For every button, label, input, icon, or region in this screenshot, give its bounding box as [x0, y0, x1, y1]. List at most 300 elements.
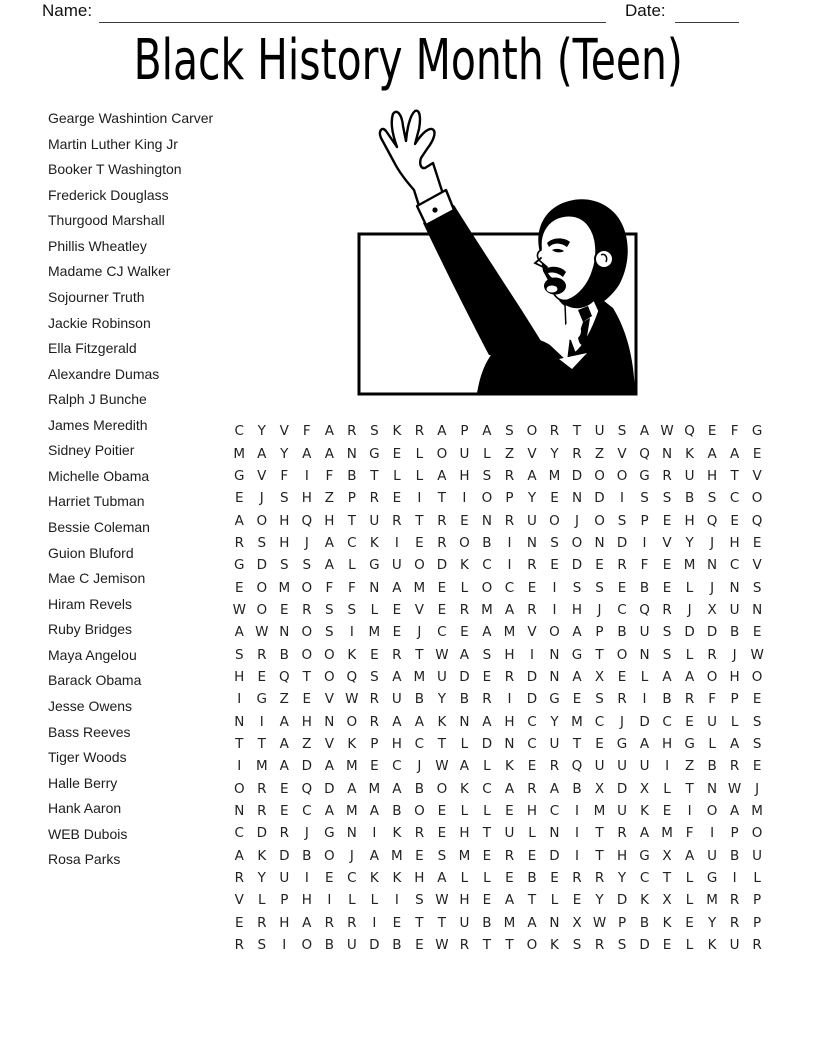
- grid-letter: S: [662, 624, 672, 641]
- grid-letter: S: [752, 579, 762, 596]
- grid-letter: D: [706, 624, 718, 641]
- grid-letter: R: [392, 512, 402, 529]
- grid-letter: B: [414, 780, 425, 797]
- grid-letter: T: [437, 490, 447, 507]
- grid-letter: R: [527, 780, 537, 797]
- grid-letter: S: [640, 490, 649, 507]
- grid-letter: A: [234, 847, 244, 864]
- grid-letter: U: [279, 870, 290, 887]
- grid-letter: W: [435, 646, 449, 663]
- grid-letter: E: [325, 870, 334, 887]
- grid-letter: I: [304, 870, 309, 887]
- grid-letter: C: [617, 601, 627, 618]
- grid-letter: A: [414, 713, 424, 730]
- grid-letter: E: [662, 937, 672, 954]
- grid-letter: L: [663, 780, 671, 797]
- grid-letter: R: [527, 601, 537, 618]
- grid-letter: I: [575, 803, 579, 820]
- grid-letter: O: [526, 423, 538, 440]
- grid-letter: O: [481, 490, 493, 507]
- grid-letter: R: [459, 601, 470, 618]
- grid-letter: E: [415, 534, 424, 551]
- grid-letter: A: [572, 624, 582, 641]
- grid-letter: T: [437, 914, 447, 931]
- grid-letter: O: [526, 937, 538, 954]
- grid-letter: D: [549, 847, 560, 864]
- grid-letter: E: [662, 579, 672, 596]
- word-list-item: Martin Luther King Jr: [48, 135, 178, 152]
- grid-letter: X: [594, 668, 605, 685]
- word-list-item: Maya Angelou: [48, 646, 137, 663]
- grid-letter: S: [482, 467, 492, 484]
- grid-letter: E: [527, 758, 537, 775]
- grid-letter: R: [707, 646, 717, 663]
- grid-letter: I: [642, 691, 647, 708]
- grid-letter: A: [279, 735, 289, 752]
- grid-letter: V: [617, 445, 627, 462]
- grid-letter: R: [729, 758, 740, 775]
- grid-letter: H: [459, 892, 470, 909]
- grid-letter: N: [549, 914, 560, 931]
- grid-letter: O: [706, 803, 718, 820]
- grid-letter: Q: [301, 512, 313, 529]
- word-list-item: Harriet Tubman: [48, 493, 145, 510]
- date-label: Date:: [625, 1, 666, 20]
- open-mouth: [544, 278, 566, 295]
- grid-letter: H: [707, 467, 718, 484]
- grid-letter: R: [257, 914, 267, 931]
- grid-letter: E: [730, 512, 739, 529]
- grid-letter: Z: [302, 735, 312, 752]
- word-list-item: Alexandre Dumas: [48, 365, 160, 382]
- grid-letter: D: [481, 735, 493, 752]
- grid-letter: V: [527, 624, 537, 641]
- grid-letter: R: [504, 668, 515, 685]
- grid-letter: G: [256, 691, 267, 708]
- grid-letter: M: [503, 914, 516, 931]
- grid-letter: B: [324, 937, 334, 954]
- date-blank-line: [675, 0, 739, 23]
- grid-letter: A: [729, 735, 740, 752]
- grid-letter: M: [278, 579, 291, 596]
- grid-letter: E: [527, 847, 537, 864]
- grid-letter: O: [594, 512, 605, 529]
- grid-letter: P: [730, 825, 739, 842]
- word-list-item: Booker T Washington: [48, 161, 182, 178]
- grid-letter: L: [730, 713, 739, 730]
- grid-letter: A: [482, 713, 492, 730]
- grid-letter: R: [257, 646, 267, 663]
- grid-letter: K: [369, 870, 379, 887]
- grid-letter: E: [482, 668, 492, 685]
- grid-letter: O: [751, 490, 763, 507]
- grid-letter: L: [393, 467, 401, 484]
- grid-letter: B: [459, 691, 470, 708]
- grid-letter: E: [302, 691, 312, 708]
- grid-letter: L: [348, 557, 356, 574]
- grid-letter: E: [572, 892, 582, 909]
- grid-letter: A: [324, 534, 334, 551]
- grid-letter: C: [347, 870, 357, 887]
- grid-letter: T: [347, 512, 356, 529]
- grid-letter: B: [639, 914, 650, 931]
- grid-letter: O: [751, 825, 763, 842]
- grid-letter: H: [526, 803, 538, 820]
- grid-letter: F: [708, 691, 716, 708]
- grid-letter: I: [417, 490, 422, 507]
- grid-letter: O: [594, 467, 605, 484]
- grid-letter: A: [392, 713, 402, 730]
- grid-letter: R: [617, 557, 627, 574]
- grid-letter: O: [549, 624, 560, 641]
- grid-letter: E: [752, 534, 762, 551]
- grid-letter: O: [414, 557, 425, 574]
- grid-letter: C: [482, 557, 492, 574]
- word-list-item: Frederick Douglass: [48, 186, 169, 203]
- grid-letter: M: [683, 557, 696, 574]
- grid-letter: F: [280, 467, 289, 484]
- grid-letter: R: [504, 847, 515, 864]
- grid-letter: F: [325, 579, 334, 596]
- grid-letter: U: [617, 803, 627, 820]
- grid-letter: O: [301, 646, 313, 663]
- grid-letter: C: [527, 713, 537, 730]
- grid-letter: D: [571, 467, 583, 484]
- grid-letter: B: [729, 847, 740, 864]
- grid-letter: T: [257, 735, 266, 752]
- grid-letter: S: [257, 937, 267, 954]
- grid-letter: R: [257, 803, 267, 820]
- grid-letter: C: [549, 803, 560, 820]
- grid-letter: B: [414, 691, 425, 708]
- grid-letter: A: [392, 668, 402, 685]
- grid-letter: R: [572, 445, 582, 462]
- grid-letter: O: [436, 445, 448, 462]
- grid-letter: V: [279, 423, 289, 440]
- tongue: [547, 286, 558, 293]
- grid-letter: T: [527, 892, 537, 909]
- grid-letter: A: [302, 914, 312, 931]
- grid-letter: V: [752, 557, 762, 574]
- grid-letter: I: [620, 490, 625, 507]
- grid-letter: W: [345, 691, 359, 708]
- grid-letter: O: [256, 512, 268, 529]
- grid-letter: U: [752, 847, 763, 864]
- grid-letter: D: [639, 937, 650, 954]
- grid-letter: X: [594, 780, 605, 797]
- grid-letter: I: [259, 713, 264, 730]
- grid-letter: B: [662, 691, 672, 708]
- grid-letter: N: [526, 534, 538, 551]
- grid-letter: P: [460, 423, 469, 440]
- grid-letter: R: [437, 512, 447, 529]
- word-list-item: Madame CJ Walker: [48, 263, 171, 280]
- grid-letter: L: [415, 445, 424, 462]
- grid-letter: S: [572, 937, 582, 954]
- grid-letter: A: [257, 445, 267, 462]
- grid-letter: E: [505, 870, 514, 887]
- grid-letter: J: [620, 713, 625, 730]
- grid-letter: S: [482, 646, 492, 663]
- grid-letter: O: [256, 579, 268, 596]
- grid-letter: I: [507, 534, 512, 551]
- grid-letter: F: [347, 579, 356, 596]
- grid-letter: C: [504, 579, 515, 596]
- grid-letter: C: [437, 624, 447, 641]
- grid-letter: S: [617, 423, 627, 440]
- grid-letter: A: [639, 825, 650, 842]
- grid-letter: T: [595, 646, 604, 663]
- grid-letter: M: [391, 847, 403, 864]
- grid-letter: L: [460, 735, 469, 752]
- grid-letter: R: [662, 467, 672, 484]
- grid-letter: V: [662, 534, 672, 551]
- grid-letter: E: [234, 490, 244, 507]
- grid-letter: U: [639, 758, 650, 775]
- grid-letter: V: [527, 445, 537, 462]
- grid-letter: T: [572, 423, 582, 440]
- grid-letter: C: [347, 534, 357, 551]
- grid-letter: E: [617, 668, 627, 685]
- grid-letter: B: [707, 758, 717, 775]
- grid-letter: E: [370, 758, 379, 775]
- grid-letter: S: [257, 534, 267, 551]
- page-title: [0, 28, 816, 93]
- grid-letter: L: [460, 579, 469, 596]
- grid-letter: D: [684, 624, 695, 641]
- grid-letter: D: [616, 780, 628, 797]
- grid-letter: O: [459, 534, 470, 551]
- grid-letter: R: [414, 825, 425, 842]
- grid-letter: B: [684, 490, 695, 507]
- grid-letter: S: [505, 423, 514, 440]
- grid-letter: T: [730, 467, 739, 484]
- grid-letter: I: [642, 534, 647, 551]
- grid-letter: T: [572, 735, 582, 752]
- grid-letter: N: [707, 780, 718, 797]
- grid-letter: A: [302, 445, 312, 462]
- grid-letter: A: [504, 780, 515, 797]
- grid-letter: K: [392, 423, 402, 440]
- grid-letter: M: [706, 892, 718, 909]
- grid-letter: R: [369, 713, 380, 730]
- grid-letter: G: [571, 646, 583, 663]
- grid-letter: A: [684, 847, 695, 864]
- grid-letter: T: [595, 847, 604, 864]
- grid-letter: G: [639, 467, 650, 484]
- grid-letter: X: [662, 892, 672, 909]
- grid-letter: S: [437, 847, 447, 864]
- grid-letter: H: [571, 601, 583, 618]
- grid-letter: M: [413, 668, 426, 685]
- grid-letter: K: [685, 445, 694, 462]
- grid-letter: M: [661, 825, 673, 842]
- grid-letter: E: [437, 579, 447, 596]
- grid-letter: E: [550, 870, 559, 887]
- grid-letter: O: [751, 668, 763, 685]
- grid-letter: D: [526, 668, 538, 685]
- grid-letter: R: [752, 937, 762, 954]
- grid-letter: A: [639, 423, 650, 440]
- grid-letter: Q: [639, 601, 650, 618]
- grid-letter: H: [729, 668, 740, 685]
- grid-letter: L: [370, 892, 379, 909]
- grid-letter: N: [234, 713, 245, 730]
- grid-letter: A: [527, 914, 537, 931]
- grid-letter: A: [437, 870, 447, 887]
- grid-letter: B: [482, 914, 492, 931]
- grid-letter: B: [729, 624, 740, 641]
- grid-letter: R: [549, 423, 560, 440]
- grid-letter: O: [346, 713, 358, 730]
- grid-letter: H: [279, 914, 290, 931]
- grid-letter: F: [302, 423, 311, 440]
- word-list-item: Michelle Obama: [48, 467, 150, 484]
- grid-letter: U: [459, 914, 470, 931]
- grid-letter: Y: [527, 490, 537, 507]
- grid-letter: N: [571, 490, 583, 507]
- grid-letter: K: [707, 937, 717, 954]
- grid-letter: W: [255, 624, 269, 641]
- grid-letter: R: [414, 423, 425, 440]
- grid-letter: J: [349, 847, 354, 864]
- grid-letter: Q: [346, 668, 358, 685]
- grid-letter: I: [462, 490, 467, 507]
- grid-letter: O: [256, 601, 268, 618]
- grid-letter: R: [302, 601, 312, 618]
- grid-letter: O: [301, 579, 313, 596]
- grid-letter: S: [617, 512, 627, 529]
- word-list-item: Thurgood Marshall: [48, 212, 165, 229]
- grid-letter: J: [304, 825, 309, 842]
- grid-letter: P: [370, 735, 379, 752]
- grid-letter: G: [234, 467, 245, 484]
- grid-letter: I: [732, 870, 737, 887]
- grid-letter: L: [708, 735, 716, 752]
- grid-letter: E: [617, 579, 627, 596]
- grid-letter: G: [549, 691, 560, 708]
- grid-letter: A: [437, 467, 447, 484]
- grid-letter: E: [392, 445, 402, 462]
- grid-letter: M: [368, 624, 381, 641]
- grid-letter: R: [549, 758, 560, 775]
- grid-letter: I: [552, 601, 557, 618]
- grid-letter: P: [753, 892, 762, 909]
- word-list-item: Ralph J Bunche: [48, 391, 147, 408]
- grid-letter: W: [232, 601, 246, 618]
- grid-letter: H: [301, 490, 312, 507]
- grid-letter: L: [685, 892, 694, 909]
- grid-letter: A: [234, 512, 244, 529]
- grid-letter: I: [575, 847, 579, 864]
- grid-letter: S: [302, 557, 312, 574]
- grid-letter: L: [640, 668, 649, 685]
- grid-letter: M: [458, 847, 471, 864]
- grid-letter: C: [414, 735, 425, 752]
- ear: [595, 250, 613, 268]
- grid-letter: E: [392, 490, 402, 507]
- grid-letter: G: [616, 735, 628, 752]
- grid-letter: S: [370, 423, 379, 440]
- grid-letter: Q: [301, 780, 313, 797]
- grid-letter: A: [549, 780, 560, 797]
- grid-letter: I: [237, 691, 242, 708]
- grid-letter: E: [437, 601, 447, 618]
- grid-letter: H: [729, 534, 740, 551]
- grid-letter: A: [527, 467, 537, 484]
- grid-letter: M: [346, 803, 358, 820]
- grid-letter: Q: [706, 512, 718, 529]
- grid-letter: U: [594, 758, 605, 775]
- grid-letter: K: [505, 758, 514, 775]
- grid-letter: L: [258, 892, 266, 909]
- grid-letter: L: [415, 467, 424, 484]
- grid-letter: E: [392, 914, 402, 931]
- grid-letter: M: [255, 758, 268, 775]
- grid-letter: Q: [278, 668, 290, 685]
- grid-letter: B: [347, 467, 357, 484]
- grid-letter: R: [347, 914, 357, 931]
- grid-letter: R: [527, 557, 537, 574]
- grid-letter: N: [346, 445, 357, 462]
- grid-letter: H: [504, 646, 515, 663]
- grid-letter: Z: [279, 691, 289, 708]
- word-list-item: Hank Aaron: [48, 800, 122, 817]
- name-blank-line: [99, 0, 606, 23]
- grid-letter: J: [417, 758, 422, 775]
- word-list-item: Jesse Owens: [48, 697, 133, 714]
- grid-letter: A: [324, 445, 334, 462]
- grid-letter: W: [750, 646, 764, 663]
- grid-letter: N: [729, 579, 740, 596]
- word-search-grid: [228, 420, 768, 956]
- grid-letter: O: [301, 624, 313, 641]
- grid-letter: A: [369, 847, 379, 864]
- grid-letter: T: [437, 735, 447, 752]
- grid-letter: L: [685, 937, 694, 954]
- grid-letter: U: [391, 557, 402, 574]
- grid-letter: J: [597, 601, 602, 618]
- word-list-item: Barack Obama: [48, 672, 142, 689]
- grid-letter: I: [687, 803, 692, 820]
- grid-letter: D: [369, 937, 380, 954]
- grid-letter: U: [504, 825, 515, 842]
- grid-letter: E: [505, 803, 514, 820]
- grid-letter: M: [548, 467, 561, 484]
- grid-letter: A: [482, 423, 492, 440]
- grid-letter: I: [665, 758, 670, 775]
- grid-letter: J: [417, 624, 422, 641]
- grid-letter: T: [302, 668, 311, 685]
- cufflink: [432, 207, 437, 212]
- grid-letter: Z: [504, 445, 515, 462]
- grid-letter: E: [527, 579, 537, 596]
- grid-letter: O: [414, 803, 425, 820]
- grid-letter: E: [685, 713, 694, 730]
- grid-letter: N: [324, 713, 335, 730]
- grid-letter: S: [415, 892, 424, 909]
- grid-letter: H: [684, 512, 695, 529]
- grid-letter: H: [459, 467, 470, 484]
- grid-letter: P: [280, 892, 289, 909]
- word-list-item: Sojourner Truth: [48, 288, 145, 305]
- grid-letter: C: [729, 557, 740, 574]
- grid-letter: D: [436, 557, 448, 574]
- word-list-item: Bass Reeves: [48, 723, 131, 740]
- grid-letter: E: [392, 624, 402, 641]
- grid-letter: S: [280, 490, 289, 507]
- grid-letter: N: [549, 668, 560, 685]
